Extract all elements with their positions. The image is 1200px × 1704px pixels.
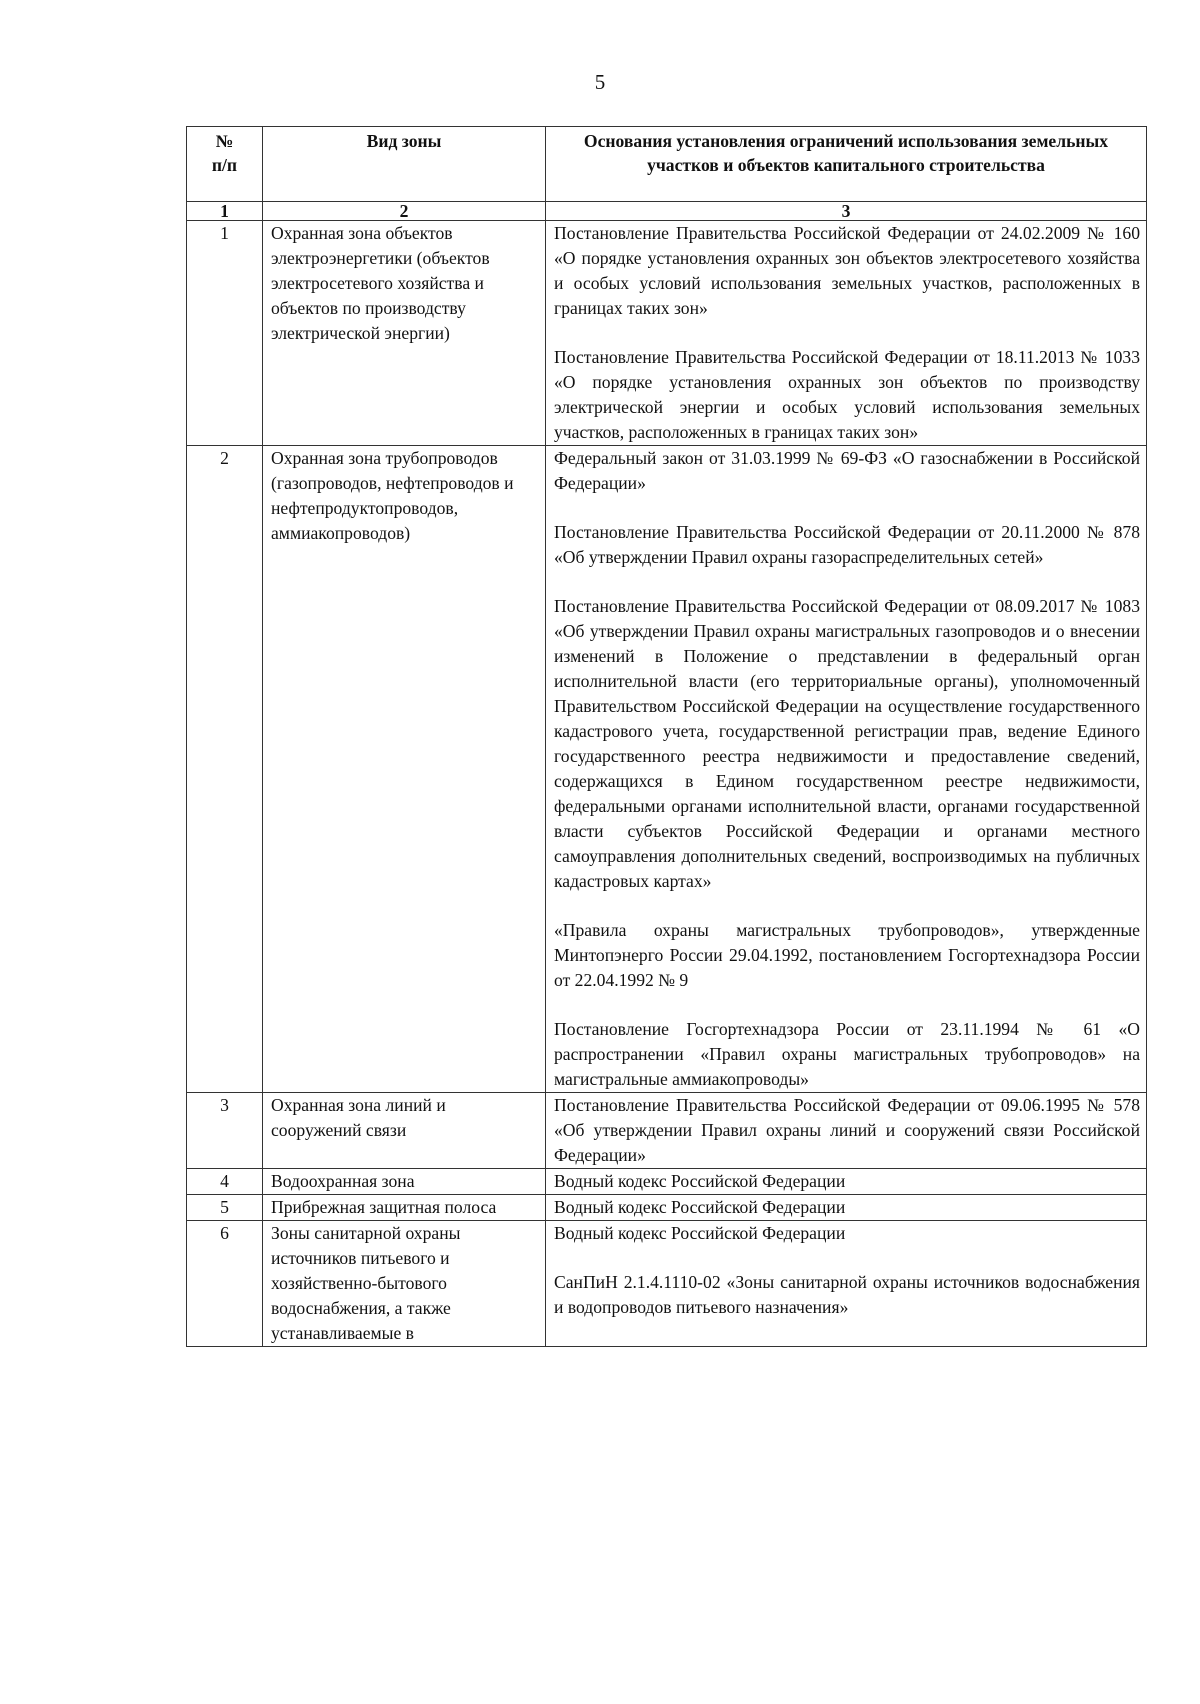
basis-paragraph: Водный кодекс Российской Федерации [554,1223,846,1243]
basis-paragraph: Постановление Правительства Российской Федерации от 09.06.1995 № 578 «Об утверждении Правил охраны линий и сооружений связи Российской Федерации» [554,1095,1140,1165]
index-cell: 2 [263,202,546,221]
zone-type: Прибрежная защитная полоса [263,1195,546,1221]
basis-paragraph: Постановление Госгортехнадзора России от 23.11.1994 № 61 «О распространении «Правил охраны магистральных трубопроводов» на магистральные аммиакопроводы» [554,1019,1140,1089]
table-row [187,1195,1147,1221]
table-row [187,1169,1147,1195]
zone-type: Охранная зона линий и сооружений связи [263,1093,546,1169]
basis-paragraph: СанПиН 2.1.4.1110-02 «Зоны санитарной охраны источников водоснабжения и водопроводов питьевого назначения» [554,1272,1140,1317]
basis-paragraph: Постановление Правительства Российской Федерации от 24.02.2009 № 160 «О порядке установления охранных зон объектов электросетевого хозяйства и особых условий использования земельных участков, расположенных в границах таких зон» [554,223,1140,318]
row-number: 3 [187,1093,263,1169]
table-row [187,446,1147,1093]
index-cell: 3 [546,202,1147,221]
basis-cell [546,446,1147,1093]
index-row [187,202,1147,221]
basis-paragraph: Постановление Правительства Российской Федерации от 18.11.2013 № 1033 «О порядке установления охранных зон объектов по производству электрической энергии и особых условий использования земельных участков, расположенных в границах таких зон» [554,347,1140,442]
basis-cell [546,1093,1147,1169]
row-number: 2 [187,446,263,1093]
zone-type: Водоохранная зона [263,1169,546,1195]
header-number [187,127,263,202]
row-number: 1 [187,221,263,446]
table-row [187,221,1147,446]
zones-table [186,126,1147,1347]
basis-paragraph: Постановление Правительства Российской Федерации от 08.09.2017 № 1083 «Об утверждении Правил охраны магистральных газопроводов и о внесении изменений в Положение о представлении в федеральный орган исполнительной власти (его территориальные органы), уполномоченный Правительством Российской Федерации на осуществление государственного кадастрового учета, государственной регистрации прав, ведение Единого государственного реестра недвижимости и предоставление сведений, содержащихся в Едином государственном реестре недвижимости, федеральными органами исполнительной власти, органами государственной власти субъектов Российской Федерации и органами местного самоуправления дополнительных сведений, воспроизводимых на публичных кадастровых картах» [554,596,1140,891]
page-number: 5 [594,70,606,94]
header-number-text: № п/п [211,131,238,175]
row-number: 6 [187,1221,263,1347]
basis-cell [546,221,1147,446]
basis-paragraph: Постановление Правительства Российской Федерации от 20.11.2000 № 878 «Об утверждении Правил охраны газораспределительных сетей» [554,522,1140,567]
basis-paragraph: Водный кодекс Российской Федерации [554,1197,846,1217]
zone-type: Охранная зона объектов электроэнергетики (объектов электросетевого хозяйства и объектов по производству электрической энергии) [263,221,546,446]
basis-cell [546,1221,1147,1347]
basis-paragraph: «Правила охраны магистральных трубопроводов», утвержденные Минтопэнерго России 29.04.1992, постановлением Госгортехнадзора России от 22.04.1992 № 9 [554,920,1140,990]
header-zone-type: Вид зоны [263,127,546,202]
row-number: 4 [187,1169,263,1195]
header-basis: Основания установления ограничений использования земельных участков и объектов капитального строительства [546,127,1147,202]
basis-paragraph: Водный кодекс Российской Федерации [554,1171,846,1191]
table-row [187,1093,1147,1169]
row-number: 5 [187,1195,263,1221]
table-row [187,1221,1147,1347]
basis-cell [546,1195,1147,1221]
index-cell: 1 [187,202,263,221]
zone-type: Охранная зона трубопроводов (газопроводов, нефтепроводов и нефтепродуктопроводов, аммиакопроводов) [263,446,546,1093]
basis-cell [546,1169,1147,1195]
header-row [187,127,1147,202]
zone-type: Зоны санитарной охраны источников питьевого и хозяйственно-бытового водоснабжения, а также устанавливаемые в [263,1221,546,1347]
basis-paragraph: Федеральный закон от 31.03.1999 № 69-ФЗ «О газоснабжении в Российской Федерации» [554,448,1140,493]
